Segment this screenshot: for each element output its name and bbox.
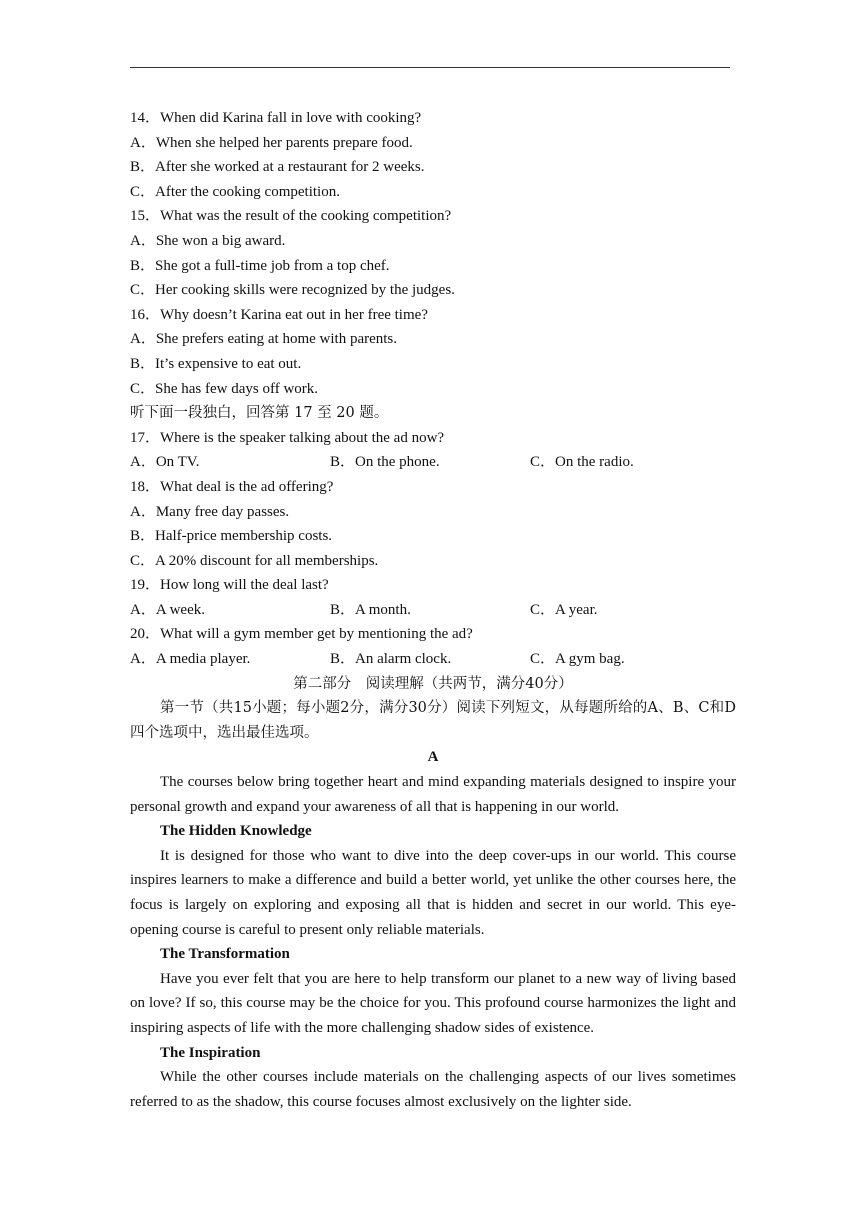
option-18a: A．Many free day passes. <box>130 503 290 520</box>
part2-title: 第二部分 阅读理解（共两节，满分40分） <box>293 675 573 692</box>
passage-intro: The courses below bring together heart and mind expanding materials designed to inspire your personal growth and expand your awareness of all that is happening in our world. <box>130 774 736 815</box>
options-17 <box>130 450 736 475</box>
course-body-transformation: Have you ever felt that you are here to help transform our planet to a new way of living based on love? If so, this course may be the choice for you. This profound course harmonizes the light and inspiring aspects of life with the more challenging shadow sides of existence. <box>130 970 736 1036</box>
option-17a: A．On TV. <box>130 454 200 471</box>
question-16: 16．Why doesn’t Karina eat out in her free time? <box>130 306 428 323</box>
question-14: 14．When did Karina fall in love with cooking? <box>130 110 422 126</box>
option-19c: C．A year. <box>530 601 598 618</box>
question-15: 15．What was the result of the cooking competition? <box>130 208 452 225</box>
option-15c: C．Her cooking skills were recognized by the judges. <box>130 282 455 299</box>
header-rule <box>130 67 730 68</box>
option-16a: A．She prefers eating at home with parents. <box>130 331 398 348</box>
course-title-transformation: The Transformation <box>160 946 290 963</box>
option-20c: C．A gym bag. <box>530 651 625 668</box>
course-title-hidden-knowledge: The Hidden Knowledge <box>160 823 312 840</box>
option-19a: A．A week. <box>130 601 205 618</box>
option-16c: C．She has few days off work. <box>130 380 319 397</box>
option-14b: B．After she worked at a restaurant for 2 weeks. <box>130 159 425 176</box>
option-15b: B．She got a full-time job from a top chef. <box>130 257 390 274</box>
option-14a: A．When she helped her parents prepare food. <box>130 134 413 151</box>
course-body-inspiration: While the other courses include materials on the challenging aspects of our lives sometimes referred to as the shadow, this course focuses almost exclusively on the lighter side. <box>130 1069 736 1110</box>
question-19: 19．How long will the deal last? <box>130 577 329 594</box>
option-19b: B．A month. <box>330 601 411 618</box>
course-title-inspiration: The Inspiration <box>160 1044 261 1061</box>
option-18c: C．A 20% discount for all memberships. <box>130 552 379 569</box>
exam-page <box>130 106 736 1114</box>
options-20 <box>130 647 736 672</box>
option-18b: B．Half-price membership costs. <box>130 528 333 545</box>
option-17b: B．On the phone. <box>330 454 440 471</box>
course-body-hidden-knowledge: It is designed for those who want to dive into the deep cover-ups in our world. This course inspires learners to make a difference and build a better world, yet unlike the other courses here, the focus is largely on exploring and exposing all that is hidden and secret in our world. This eye-opening course is careful to present only reliable materials. <box>130 847 736 938</box>
passage-label: A <box>427 749 439 766</box>
monologue-instruction: 听下面一段独白，回答第 17 至 20 题。 <box>130 405 389 422</box>
question-18: 18．What deal is the ad offering? <box>130 478 334 495</box>
options-19 <box>130 598 736 623</box>
question-20: 20．What will a gym member get by mentioning the ad? <box>130 626 473 643</box>
option-14c: C．After the cooking competition. <box>130 183 340 200</box>
option-16b: B．It’s expensive to eat out. <box>130 355 302 372</box>
option-20b: B．An alarm clock. <box>330 651 452 668</box>
option-20a: A．A media player. <box>130 651 251 668</box>
option-15a: A．She won a big award. <box>130 232 286 249</box>
option-17c: C．On the radio. <box>530 454 634 471</box>
section1-instruction: 第一节（共15小题；每小题2分，满分30分）阅读下列短文，从每题所给的A、B、C和D四个选项中，选出最佳选项。 <box>130 700 736 741</box>
question-17: 17．Where is the speaker talking about the ad now? <box>130 429 445 446</box>
